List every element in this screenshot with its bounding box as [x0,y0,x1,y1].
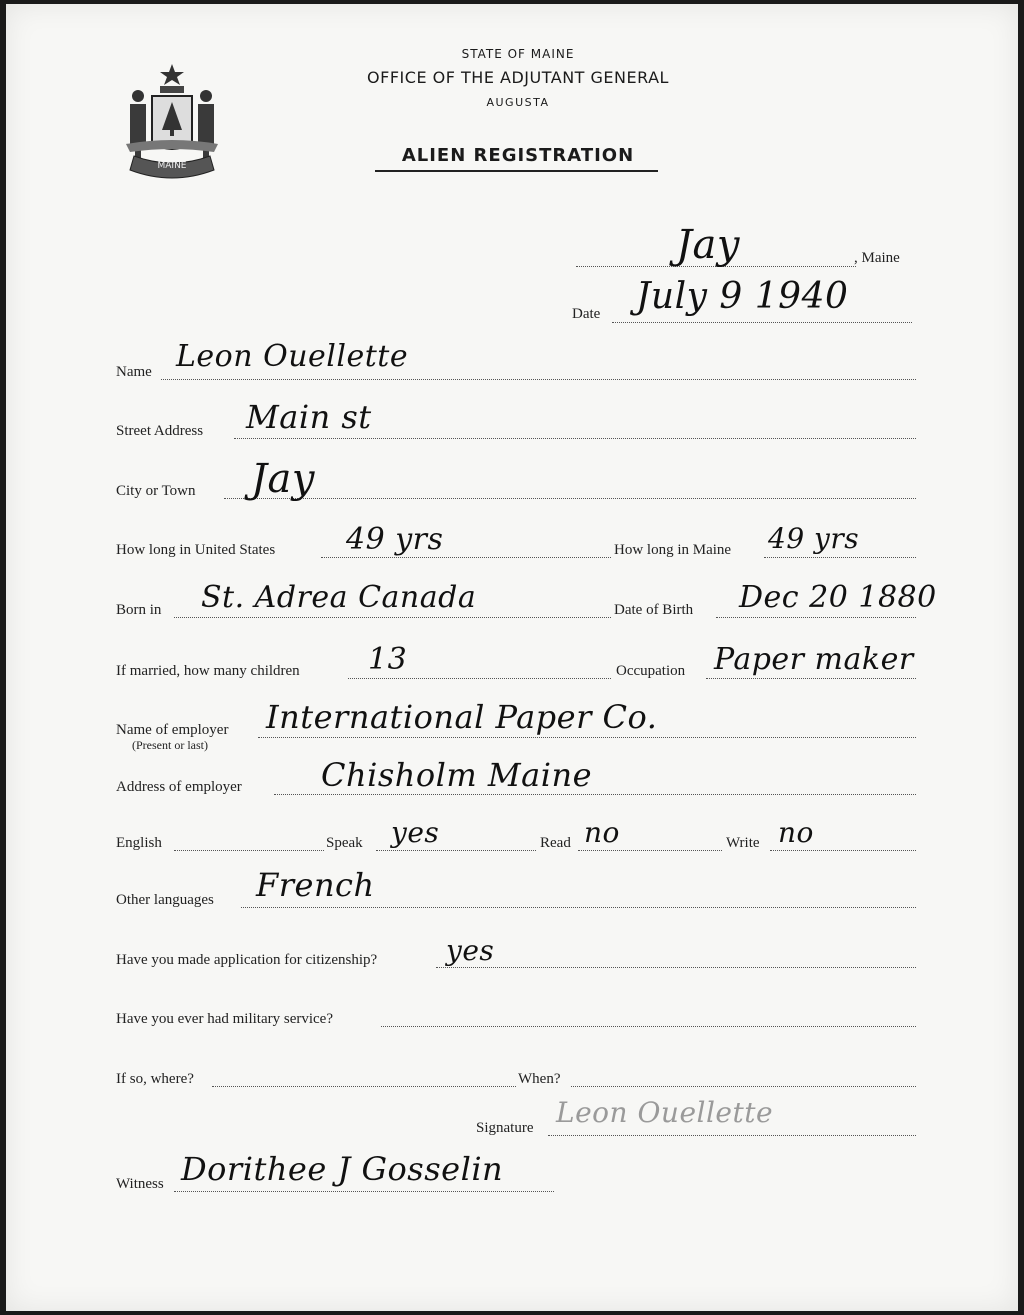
street-value: Main st [246,398,372,436]
registration-form [6,4,1018,1311]
dob-label: Date of Birth [614,602,694,618]
write-value: no [778,816,814,849]
maine-suffix-label: , Maine [854,250,900,266]
how-long-maine-label: How long in Maine [614,542,732,558]
employer-address-label: Address of employer [116,779,242,795]
witness-value: Dorithee J Gosselin [181,1150,504,1188]
children-label: If married, how many children [116,663,300,679]
occupation-label: Occupation [616,663,686,679]
if-so-where-label: If so, where? [116,1071,194,1087]
born-in-value: St. Adrea Canada [201,580,477,615]
how-long-maine-line [764,557,916,558]
other-languages-value: French [256,866,375,904]
name-line [161,379,916,380]
signature-value: Leon Ouellette [556,1096,774,1129]
how-long-us-line [321,557,611,558]
dob-line [716,617,916,618]
read-label: Read [540,835,571,851]
how-long-us-value: 49 yrs [346,522,444,557]
name-value: Leon Ouellette [176,339,409,374]
name-label: Name [116,364,152,380]
english-line [174,850,324,851]
english-label: English [116,835,162,851]
speak-line [376,850,536,851]
citizenship-label: Have you made application for citizenship? [116,952,378,968]
children-line [348,678,611,679]
other-languages-label: Other languages [116,892,214,908]
born-in-label: Born in [116,602,162,618]
city-heading: AUGUSTA [486,96,550,109]
employer-value: International Paper Co. [266,698,658,736]
employer-line [258,737,916,738]
city-town-label: City or Town [116,483,196,499]
when-line [571,1086,916,1087]
signature-label: Signature [476,1120,534,1136]
read-value: no [584,816,620,849]
city-town-line [224,498,916,499]
read-line [578,850,722,851]
military-label: Have you ever had military service? [116,1011,333,1027]
date-value: July 9 1940 [636,276,849,317]
other-languages-line [241,907,916,908]
children-value: 13 [368,642,408,677]
speak-label: Speak [326,835,363,851]
town-value: Jay [676,222,740,268]
occupation-value: Paper maker [714,642,914,677]
employer-address-value: Chisholm Maine [321,756,592,794]
if-so-where-line [212,1086,516,1087]
employer-address-line [274,794,916,795]
when-label: When? [518,1071,561,1087]
witness-line [174,1191,554,1192]
write-label: Write [726,835,760,851]
street-label: Street Address [116,423,204,439]
date-label: Date [572,306,601,322]
citizenship-value: yes [446,934,495,967]
military-line [381,1026,916,1027]
occupation-line [706,678,916,679]
witness-label: Witness [116,1176,164,1192]
born-in-line [174,617,611,618]
employer-label: Name of employer [116,722,229,738]
dob-value: Dec 20 1880 [739,580,937,615]
employer-note-label: (Present or last) [132,738,208,752]
write-line [770,850,916,851]
city-town-value: Jay [251,456,315,502]
form-title: ALIEN REGISTRATION [401,145,635,166]
date-line [612,322,912,323]
speak-value: yes [391,816,440,849]
signature-line [548,1135,916,1136]
street-line [234,438,916,439]
office-heading: OFFICE OF THE ADJUTANT GENERAL [367,68,669,87]
how-long-us-label: How long in United States [116,542,276,558]
citizenship-line [436,967,916,968]
how-long-maine-value: 49 yrs [768,522,860,555]
state-heading: STATE OF MAINE [461,47,575,61]
title-underline [375,170,658,172]
seal-banner-text: MAINE [157,161,187,171]
